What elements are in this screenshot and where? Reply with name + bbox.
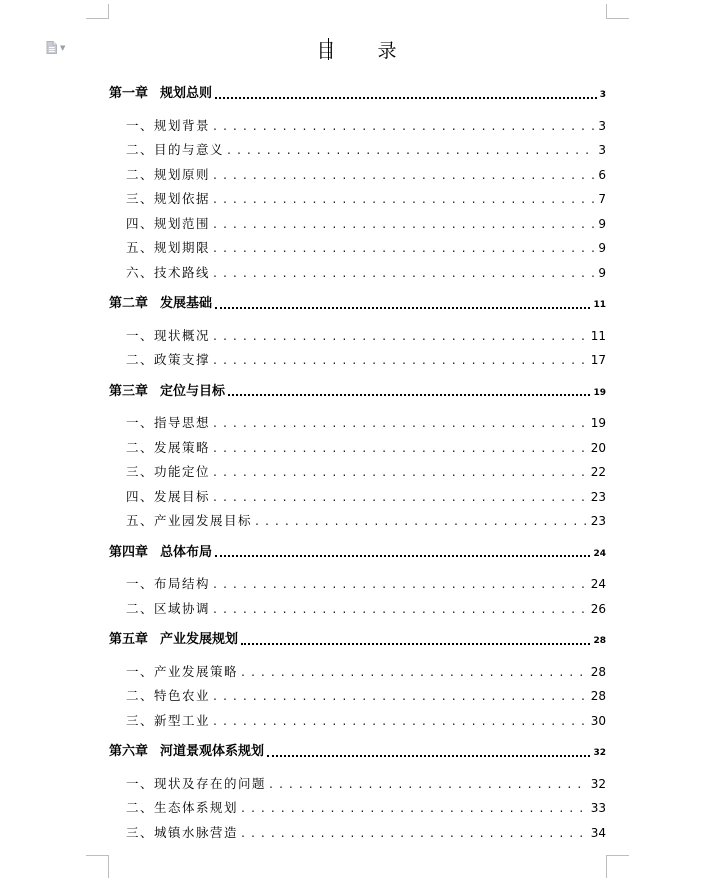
- toc-section-entry[interactable]: [109, 411, 606, 436]
- toc-page-number: 9: [598, 265, 606, 280]
- toc-section-entry[interactable]: [109, 348, 606, 373]
- page-corner-mark-bottom-right: [606, 855, 629, 878]
- toc-entry-title: 二、区域协调: [126, 600, 211, 616]
- toc-entry-title: 一、现状及存在的问题: [126, 775, 267, 791]
- toc-entry-title: 四、发展目标: [126, 488, 211, 504]
- toc-entry-title: 四、规划范围: [126, 215, 211, 231]
- toc-entry-title: 二、规划原则: [126, 166, 211, 182]
- chapter-number: 第三章: [109, 383, 149, 399]
- toc-entry-title: 一、规划背景: [126, 117, 211, 133]
- chapter-number: 第六章: [109, 744, 149, 759]
- toc-section-entry[interactable]: [109, 163, 606, 188]
- toc-entry-title: 规划总则: [160, 86, 213, 101]
- toc-section-entry[interactable]: [109, 485, 606, 510]
- toc-entry-title: 三、新型工业: [126, 712, 211, 728]
- toc-entry-label: [126, 796, 238, 821]
- toc-page-number: 22: [590, 465, 606, 479]
- toc-entry-label: [126, 684, 210, 709]
- dot-leader: [213, 572, 588, 597]
- toc-page-number: 20: [590, 440, 606, 455]
- dot-leader: [213, 114, 595, 139]
- page-title: 目 录: [316, 40, 415, 62]
- toc-entry-label: [126, 261, 210, 286]
- dot-leader: [241, 796, 588, 821]
- toc-section-entry[interactable]: [109, 114, 606, 139]
- toc-entry-title: 二、政策支撑: [126, 352, 211, 367]
- toc-entry-label: [126, 436, 210, 461]
- toc-entry-title: 一、指导思想: [126, 415, 211, 430]
- toc-page-number: 6: [598, 167, 606, 182]
- chapter-number: 第二章: [109, 296, 149, 311]
- toc-entry-label: [109, 628, 238, 653]
- toc-entry-title: 五、产业园发展目标: [126, 513, 253, 528]
- toc-entry-label: [126, 660, 238, 685]
- toc-page-number: 32: [590, 776, 606, 791]
- toc-page-number: 9: [598, 216, 606, 231]
- toc-entry-title: 发展基础: [160, 296, 213, 311]
- toc-entry-label: [126, 509, 252, 534]
- toc-section-entry[interactable]: [109, 138, 606, 163]
- toc-entry-title: 五、规划期限: [126, 240, 211, 255]
- toc-entry-label: [126, 460, 210, 485]
- toc-entry-label: [126, 348, 210, 373]
- toc-page-number: 19: [590, 416, 606, 430]
- toc-entry-title: 定位与目标: [160, 383, 226, 399]
- toc-entry-title: 总体布局: [160, 544, 213, 560]
- toc-page-number: 11: [590, 328, 606, 343]
- dot-leader: [215, 554, 590, 557]
- toc-entry-label: [126, 772, 266, 797]
- toc-section-entry[interactable]: [109, 660, 606, 685]
- toc-page-number: 26: [590, 601, 606, 616]
- toc-page-number: 3: [598, 143, 606, 157]
- toc-page-number: 28: [590, 689, 606, 703]
- toc-entry-title: 六、技术路线: [126, 264, 211, 280]
- dot-leader: [227, 138, 595, 163]
- toc-page-number: 23: [590, 514, 606, 528]
- dot-leader: [213, 324, 588, 349]
- dot-leader: [228, 393, 590, 396]
- toc-chapter-entry[interactable]: [109, 380, 606, 405]
- dot-leader: [213, 261, 595, 286]
- toc-chapter-entry[interactable]: [109, 541, 606, 566]
- toc-page-number: 19: [593, 387, 606, 398]
- dot-leader: [241, 660, 588, 685]
- toc-section-entry[interactable]: [109, 212, 606, 237]
- toc-page-number: 17: [590, 353, 606, 367]
- table-of-contents: [109, 82, 606, 845]
- chapter-number: 第一章: [109, 86, 149, 101]
- toc-entry-label: [126, 597, 210, 622]
- toc-entry-label: [109, 82, 212, 107]
- toc-entry-label: [109, 541, 212, 566]
- dot-leader: [213, 436, 588, 461]
- toc-chapter-entry[interactable]: [109, 292, 606, 317]
- dot-leader: [213, 485, 588, 510]
- toc-entry-label: [126, 485, 210, 510]
- toc-entry-title: 河道景观体系规划: [160, 744, 265, 759]
- toc-entry-title: 三、城镇水脉营造: [126, 824, 239, 840]
- toc-page-number: 11: [593, 300, 606, 310]
- toc-section-entry[interactable]: [109, 261, 606, 286]
- toc-page-number: 7: [598, 192, 606, 206]
- toc-entry-label: [126, 138, 224, 163]
- toc-entry-title: 一、产业发展策略: [126, 663, 239, 679]
- toc-entry-label: [126, 709, 210, 734]
- toc-page-number: 9: [598, 241, 606, 255]
- toc-entry-label: [126, 163, 210, 188]
- dot-leader: [255, 509, 588, 534]
- toc-page-number: 30: [590, 713, 606, 728]
- dot-leader: [213, 597, 588, 622]
- toc-page-number: 3: [599, 90, 606, 100]
- dot-leader: [267, 754, 590, 757]
- toc-entry-title: 一、现状概况: [126, 327, 211, 343]
- dot-leader: [213, 212, 595, 237]
- toc-section-entry[interactable]: [109, 572, 606, 597]
- dot-leader: [213, 684, 588, 709]
- dot-leader: [213, 460, 588, 485]
- toc-section-entry[interactable]: [109, 436, 606, 461]
- toc-chapter-entry[interactable]: [109, 740, 606, 765]
- page-corner-mark-top-left: [86, 4, 109, 19]
- page-corner-mark-bottom-left: [86, 855, 109, 878]
- page-corner-mark-top-right: [606, 4, 629, 19]
- dot-leader: [241, 821, 588, 846]
- toc-entry-label: [109, 380, 225, 405]
- toc-entry-label: [126, 187, 210, 212]
- dot-leader: [213, 236, 595, 261]
- toc-section-entry[interactable]: [109, 709, 606, 734]
- dot-leader: [213, 709, 588, 734]
- chapter-number: 第四章: [109, 544, 149, 560]
- toc-page-number: 34: [590, 825, 606, 840]
- toc-entry-label: [126, 114, 210, 139]
- toc-entry-label: [126, 572, 210, 597]
- toc-entry-title: 二、目的与意义: [126, 142, 225, 157]
- toc-page-number: 24: [590, 577, 606, 591]
- toc-entry-title: 二、发展策略: [126, 439, 211, 455]
- toc-section-entry[interactable]: [109, 187, 606, 212]
- dot-leader: [213, 348, 588, 373]
- chevron-down-icon: ▼: [60, 44, 66, 52]
- toc-section-entry[interactable]: [109, 821, 606, 846]
- dot-leader: [215, 306, 590, 309]
- dot-leader: [215, 96, 597, 99]
- toc-section-entry[interactable]: [109, 460, 606, 485]
- dot-leader: [213, 411, 588, 436]
- toc-chapter-entry[interactable]: [109, 82, 606, 107]
- toc-entry-title: 三、规划依据: [126, 191, 211, 206]
- toc-page-number: 28: [590, 664, 606, 679]
- toc-page-number: 32: [593, 748, 606, 758]
- dot-leader: [241, 642, 590, 645]
- toc-section-entry[interactable]: [109, 684, 606, 709]
- toc-entry-label: [126, 212, 210, 237]
- toc-page-number: 23: [590, 489, 606, 504]
- dot-leader: [269, 772, 588, 797]
- dot-leader: [213, 187, 595, 212]
- toc-section-entry[interactable]: [109, 597, 606, 622]
- toc-entry-title: 三、功能定位: [126, 464, 211, 479]
- toc-section-entry[interactable]: [109, 324, 606, 349]
- toc-section-entry[interactable]: [109, 509, 606, 534]
- toc-entry-label: [126, 236, 210, 261]
- toc-entry-title: 一、布局结构: [126, 576, 211, 591]
- toc-entry-title: 二、生态体系规划: [126, 800, 239, 815]
- toc-entry-title: 产业发展规划: [160, 632, 239, 647]
- toc-page-number: 3: [598, 118, 606, 133]
- toc-page-number: 33: [590, 801, 606, 815]
- toc-chapter-entry[interactable]: [109, 628, 606, 653]
- toc-page-number: 28: [593, 636, 606, 646]
- toc-entry-label: [109, 740, 264, 765]
- toc-page-number: 24: [593, 548, 606, 559]
- chapter-number: 第五章: [109, 632, 149, 647]
- toc-entry-label: [126, 324, 210, 349]
- toc-section-entry[interactable]: [109, 236, 606, 261]
- dot-leader: [213, 163, 595, 188]
- toc-entry-label: [126, 821, 238, 846]
- toc-section-entry[interactable]: [109, 796, 606, 821]
- toc-section-entry[interactable]: [109, 772, 606, 797]
- toc-entry-label: [126, 411, 210, 436]
- toc-entry-title: 二、特色农业: [126, 688, 211, 703]
- toc-entry-label: [109, 292, 212, 317]
